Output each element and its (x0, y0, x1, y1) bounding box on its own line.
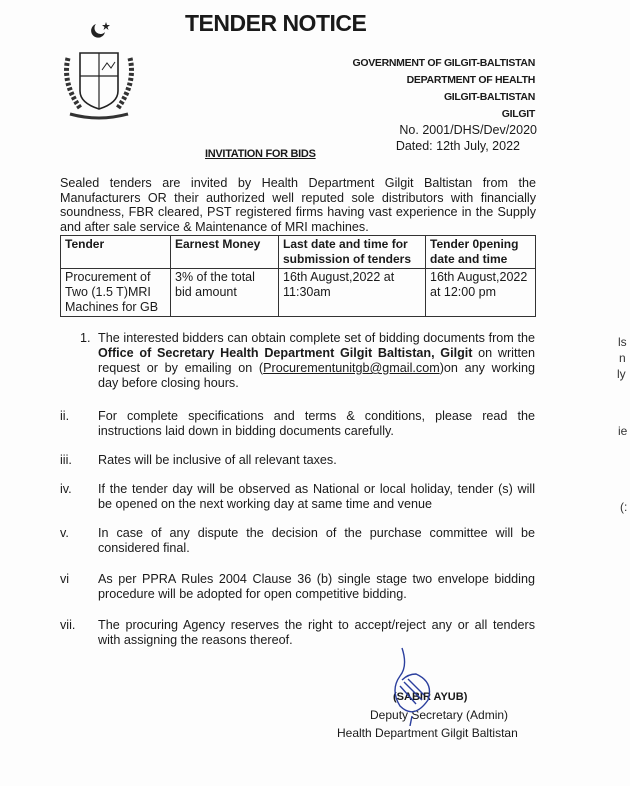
edge-fragment: (: (620, 500, 628, 514)
list-item (60, 409, 535, 439)
signatory-name: (SABIR AYUB) (393, 691, 468, 703)
table-row (61, 269, 536, 317)
header-line: DEPARTMENT OF HEALTH (406, 74, 535, 86)
office-name: Office of Secretary Health Department Gilgit Baltistan, Gilgit (98, 346, 473, 360)
edge-fragment: ls (618, 335, 627, 349)
item-number: vii. (60, 618, 76, 632)
list-item (60, 618, 535, 648)
item-number: v. (60, 526, 69, 540)
edge-fragment: n (619, 351, 626, 365)
col-header: Earnest Money (171, 236, 279, 269)
item-number: 1. (80, 331, 91, 345)
table-cell: 16th August,2022 at 11:30am (279, 269, 426, 317)
item-text: on written request or by emailing on ( (98, 346, 535, 375)
date: Dated: 12th July, 2022 (395, 139, 520, 153)
item-text: The interested bidders can obtain complete set of bidding documents from the (98, 331, 535, 345)
signature-mark (382, 646, 452, 726)
reference-number: No. 2001/DHS/Dev/2020 (399, 123, 537, 137)
header-line: GILGIT (501, 108, 535, 120)
item-text: As per PPRA Rules 2004 Clause 36 (b) single stage two envelope bidding procedure will be adopted for open competitive bidding. (98, 572, 535, 601)
government-emblem (58, 18, 140, 130)
item-text: )on any working day before closing hours. (98, 361, 535, 390)
list-item (60, 572, 535, 602)
col-header: Tender 0pening date and time (426, 236, 536, 269)
list-item (60, 482, 535, 512)
signatory-office: Health Department Gilgit Baltistan (337, 726, 518, 740)
item-text: For complete specifications and terms & conditions, please read the instructions laid down in bidding documents carefully. (98, 409, 535, 438)
item-number: vi (60, 572, 70, 586)
page-title: TENDER NOTICE (185, 10, 367, 36)
tender-table (60, 235, 536, 317)
col-header: Tender (61, 236, 171, 269)
signatory-designation: Deputy Secretary (Admin) (370, 708, 509, 722)
item-number: ii. (60, 409, 70, 423)
list-item (60, 453, 535, 468)
item-text: If the tender day will be observed as National or local holiday, tender (s) will be opened on the next working day at same time and venue (98, 482, 535, 511)
table-cell: Procurement of Two (1.5 T)MRI Machines for GB (61, 269, 171, 317)
item-number: iv. (60, 482, 72, 496)
section-heading: INVITATION FOR BIDS (205, 148, 316, 160)
list-item (60, 331, 535, 391)
table-header-row (61, 236, 536, 269)
col-header: Last date and time for submission of tenders (279, 236, 426, 269)
header-line: GILGIT-BALTISTAN (443, 91, 535, 103)
item-text: In case of any dispute the decision of the purchase committee will be considered final. (98, 526, 535, 555)
notice-body (60, 176, 536, 742)
list-item (60, 526, 535, 556)
edge-fragment: ie (618, 424, 628, 438)
header-line: GOVERNMENT OF GILGIT-BALTISTAN (352, 57, 535, 69)
item-number: iii. (60, 453, 72, 467)
intro-paragraph: Sealed tenders are invited by Health Department Gilgit Baltistan from the Manufacturers OR their authorized well reputed sole distributors with financially soundness, FBR cleared, PST registered firms having vast experience in the Supply and after sale service & Maintenance of MRI machines. (60, 176, 536, 234)
edge-fragment: ly (617, 367, 626, 381)
signature-block (60, 688, 536, 742)
item-text: The procuring Agency reserves the right to accept/reject any or all tenders with assigning the reasons thereof. (98, 618, 535, 647)
email-link[interactable]: Procurementunitgb@gmail.com (263, 361, 440, 375)
table-cell: 16th August,2022 at 12:00 pm (426, 269, 536, 317)
item-text: Rates will be inclusive of all relevant taxes. (98, 453, 337, 467)
table-cell: 3% of the total bid amount (171, 269, 279, 317)
